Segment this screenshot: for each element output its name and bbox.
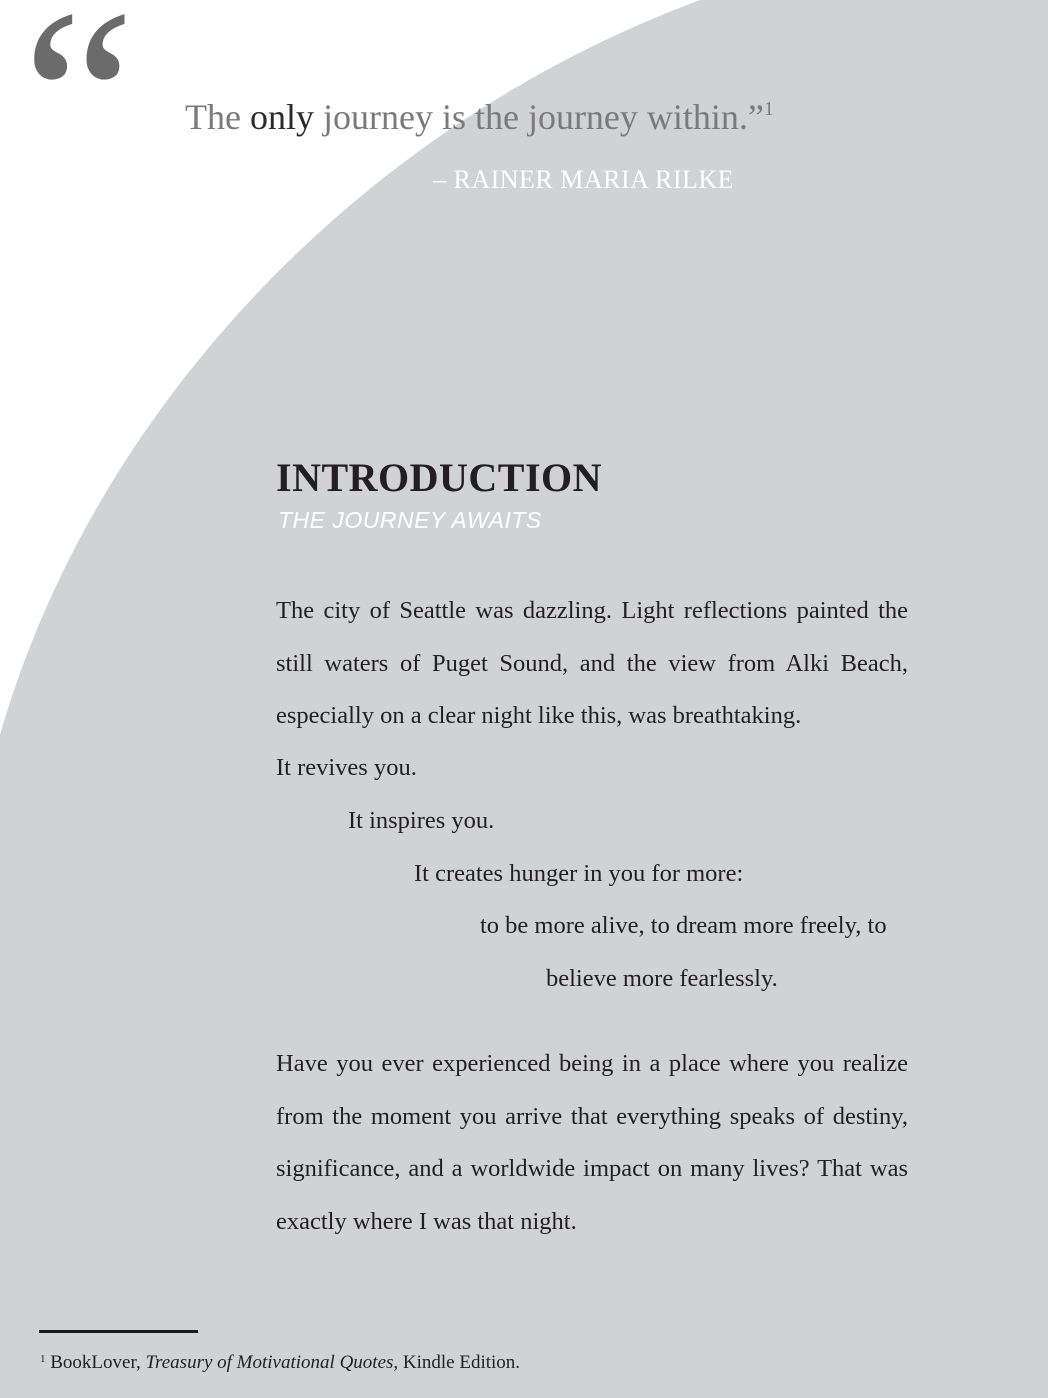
footnote-number: 1 — [40, 1353, 46, 1365]
cascade-line: It creates hunger in you for more: — [414, 860, 744, 887]
cascade-line: It inspires you. — [348, 807, 495, 834]
cascade-line: to be more alive, to dream more freely, to — [480, 912, 887, 939]
footnote-author: BookLover, — [45, 1352, 146, 1373]
footnote-reference: 1 — [763, 98, 774, 120]
open-quote-icon: “ — [22, 0, 118, 240]
chapter-title: INTRODUCTION — [276, 455, 603, 500]
epigraph-text-start: The — [185, 97, 250, 137]
body-paragraph: Have you ever experienced being in a place where you realize from the moment you arrive that everything speaks of destiny, significance, and a worldwide impact on many lives? That was exactly where I was that night. — [276, 1050, 908, 1236]
chapter-subtitle: THE JOURNEY AWAITS — [278, 507, 542, 533]
body-paragraph: The city of Seattle was dazzling. Light reflections painted the still waters of Puget Sound, and the view from Alki Beach, especially on a clear night like this, was breathtaking. — [276, 597, 908, 730]
footnote-book-title: Treasury of Motivational Quotes, — [145, 1352, 399, 1373]
footnote-divider — [39, 1330, 198, 1333]
footnote-edition: Kindle Edition. — [398, 1352, 521, 1373]
footnote — [40, 1352, 520, 1374]
epigraph-emphasis: only — [249, 97, 314, 137]
cascade-line: It revives you. — [276, 754, 417, 781]
cascade-line: believe more fearlessly. — [546, 965, 778, 992]
epigraph-attribution: – RAINER MARIA RILKE — [433, 165, 735, 194]
epigraph-quote — [185, 96, 774, 138]
epigraph-text-end: journey is the journey within.” — [313, 97, 764, 137]
